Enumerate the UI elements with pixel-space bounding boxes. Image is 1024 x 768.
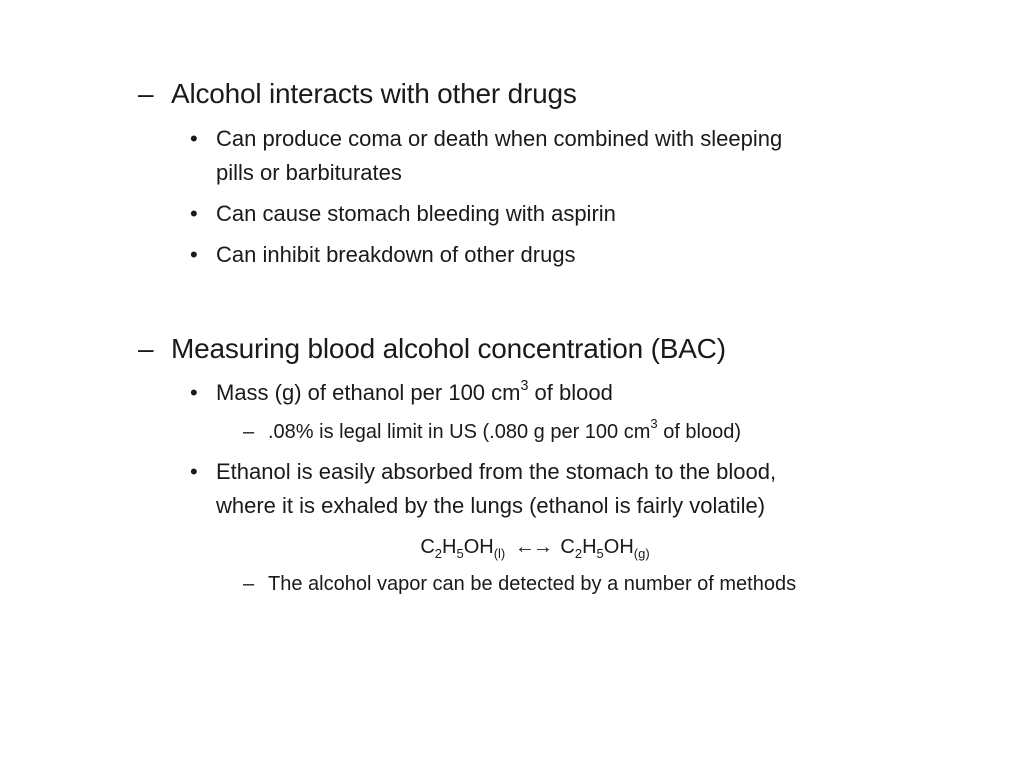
eq-right-c-sub: 2 [574, 546, 583, 561]
sub-bullet-1-marker: – [243, 421, 255, 443]
bullet-2-2-marker: • [190, 459, 198, 484]
eq-right-oh: OH [603, 536, 634, 558]
ethanol-equation [0, 536, 1024, 559]
bullet-1-1-marker: • [190, 126, 198, 151]
eq-left-h-sub: 5 [456, 546, 464, 561]
eq-left-phase: (l) [493, 546, 506, 561]
bullet-2-1-text [216, 377, 613, 406]
sub-bullet-2-marker: – [243, 573, 255, 595]
eq-right-c: C [560, 536, 575, 558]
eq-right-h-sub: 5 [596, 546, 604, 561]
heading-2: Measuring blood alcohol concentration (BAC) [171, 333, 726, 364]
heading-2-marker: – [138, 333, 154, 364]
bullet-2-1-marker: • [190, 380, 198, 405]
bullet-2-1-superscript: 3 [520, 377, 529, 394]
bullet-1-3-marker: • [190, 242, 198, 267]
equilibrium-arrows-icon: ←→ [514, 536, 551, 558]
sub-bullet-1-superscript: 3 [650, 416, 658, 432]
bullet-1-1-line-2: pills or barbiturates [216, 160, 402, 185]
bullet-2-2-line-2: where it is exhaled by the lungs (ethanol is fairly volatile) [216, 493, 766, 518]
sub-bullet-1-text [268, 416, 742, 444]
sub-bullet-1-text-before: .08% is legal limit in US (.080 g per 100 cm [268, 421, 651, 443]
eq-left-oh: OH [463, 536, 494, 558]
equation-right [560, 536, 650, 561]
bullet-1-2-line-1: Can cause stomach bleeding with aspirin [216, 201, 616, 226]
eq-left-h: H [442, 536, 457, 558]
heading-1-marker: – [138, 78, 154, 109]
bullet-1-2-marker: • [190, 201, 198, 226]
eq-right-phase: (g) [633, 546, 650, 561]
bullet-1-3-line-1: Can inhibit breakdown of other drugs [216, 242, 576, 267]
eq-right-h: H [582, 536, 597, 558]
bullet-2-2-line-1: Ethanol is easily absorbed from the stomach to the blood, [216, 459, 777, 484]
bullet-1-1-line-1: Can produce coma or death when combined with sleeping [216, 126, 783, 151]
eq-left-c: C [420, 536, 435, 558]
equation-left [420, 536, 506, 561]
bullet-2-1-text-after: of blood [528, 380, 613, 405]
bullet-2-1-text-before: Mass (g) of ethanol per 100 cm [216, 380, 521, 405]
heading-1: Alcohol interacts with other drugs [171, 78, 577, 109]
sub-bullet-1-text-after: of blood) [657, 421, 742, 443]
sub-bullet-2-text: The alcohol vapor can be detected by a number of methods [268, 573, 797, 595]
eq-left-c-sub: 2 [434, 546, 443, 561]
